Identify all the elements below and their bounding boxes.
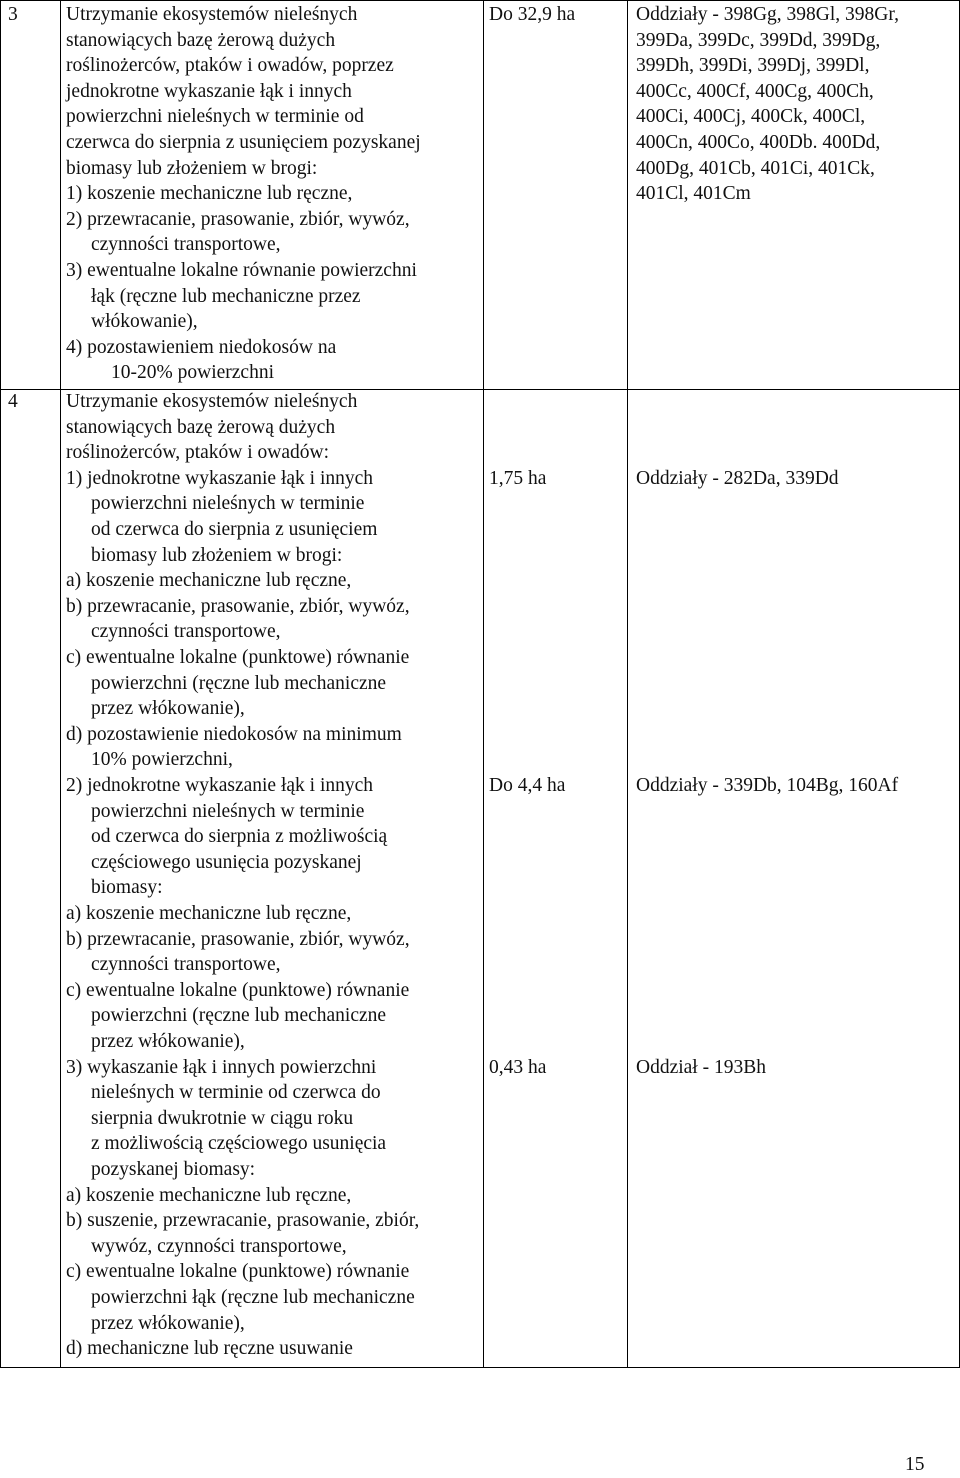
description-line: a) koszenie mechaniczne lub ręczne, (66, 903, 352, 924)
area-value: 1,75 ha (489, 467, 547, 489)
table-column-border (60, 0, 61, 1367)
description-line: łąk (ręczne lub mechaniczne przez (91, 285, 361, 307)
description-line: biomasy lub złożeniem w brogi: (91, 544, 343, 566)
description-line: Utrzymanie ekosystemów nieleśnych (66, 4, 358, 25)
description-line: powierzchni nieleśnych w terminie od (66, 106, 364, 128)
description-line: od czerwca do sierpnia z możliwością (91, 826, 388, 848)
description-line: b) przewracanie, prasowanie, zbiór, wywóz, (66, 595, 410, 617)
description-line: czynności transportowe, (91, 621, 281, 643)
description-line: 10-20% powierzchni (111, 362, 274, 384)
description-line: przez włókowanie), (91, 698, 245, 720)
location-line: 400Cc, 400Cf, 400Cg, 400Ch, (636, 80, 874, 102)
description-line: nieleśnych w terminie od czerwca do (91, 1082, 381, 1104)
description-line: stanowiących bazę żerową dużych (66, 29, 336, 51)
row-number: 4 (8, 391, 18, 412)
description-line: przez włókowanie), (91, 1031, 245, 1052)
location-line: 399Dh, 399Di, 399Dj, 399Dl, (636, 55, 870, 77)
area-value: Do 32,9 ha (489, 4, 576, 25)
description-line: powierzchni nieleśnych w terminie (91, 800, 365, 822)
description-line: wywóz, czynności transportowe, (91, 1235, 347, 1257)
description-line: 4) pozostawieniem niedokosów na (66, 336, 337, 358)
description-line: 3) wykaszanie łąk i innych powierzchni (66, 1056, 377, 1078)
description-line: 2) jednokrotne wykaszanie łąk i innych (66, 775, 374, 796)
description-line: c) ewentualne lokalne (punktowe) równanie (66, 1261, 410, 1283)
description-line: stanowiących bazę żerową dużych (66, 416, 336, 438)
location-line: Oddziały - 398Gg, 398Gl, 398Gr, (636, 4, 899, 25)
description-line: c) ewentualne lokalne (punktowe) równanie (66, 647, 410, 668)
description-line: b) suszenie, przewracanie, prasowanie, zbiór, (66, 1210, 420, 1232)
description-line: roślinożerców, ptaków i owadów: (66, 442, 330, 464)
table-row-border (0, 1367, 960, 1368)
table-column-border (627, 0, 628, 1367)
location-line: 400Dg, 401Cb, 401Ci, 401Ck, (636, 157, 875, 179)
page-number: 15 (905, 1454, 925, 1475)
table-column-border (0, 0, 1, 1367)
description-line: d) pozostawienie niedokosów na minimum (66, 723, 402, 745)
description-line: czerwca do sierpnia z usunięciem pozyskanej (66, 132, 421, 153)
description-line: powierzchni nieleśnych w terminie (91, 493, 365, 515)
description-line: d) mechaniczne lub ręczne usuwanie (66, 1338, 353, 1360)
location-line: 400Cn, 400Co, 400Db. 400Dd, (636, 132, 881, 153)
description-line: sierpnia dwukrotnie w ciągu roku (91, 1107, 354, 1129)
table-row-border (0, 0, 960, 1)
description-line: c) ewentualne lokalne (punktowe) równanie (66, 979, 410, 1001)
description-line: 10% powierzchni, (91, 749, 233, 771)
description-line: roślinożerców, ptaków i owadów, poprzez (66, 55, 394, 77)
location-line: Oddziały - 339Db, 104Bg, 160Af (636, 775, 899, 796)
description-line: od czerwca do sierpnia z usunięciem (91, 519, 378, 540)
description-line: 1) jednokrotne wykaszanie łąk i innych (66, 467, 374, 489)
location-line: 399Da, 399Dc, 399Dd, 399Dg, (636, 29, 881, 51)
description-line: jednokrotne wykaszanie łąk i innych (66, 80, 352, 102)
description-line: 1) koszenie mechaniczne lub ręczne, (66, 183, 353, 205)
location-line: Oddziały - 282Da, 339Dd (636, 467, 839, 489)
description-line: powierzchni łąk (ręczne lub mechaniczne (91, 1287, 415, 1308)
description-line: 2) przewracanie, prasowanie, zbiór, wywóz, (66, 208, 410, 230)
description-line: powierzchni (ręczne lub mechaniczne (91, 672, 387, 694)
description-line: czynności transportowe, (91, 954, 281, 976)
description-line: czynności transportowe, (91, 234, 281, 256)
description-line: Utrzymanie ekosystemów nieleśnych (66, 391, 358, 412)
description-line: b) przewracanie, prasowanie, zbiór, wywóz, (66, 928, 410, 950)
description-line: przez włókowanie), (91, 1312, 245, 1334)
table-column-border (483, 0, 484, 1367)
description-line: biomasy lub złożeniem w brogi: (66, 157, 318, 179)
description-line: 3) ewentualne lokalne równanie powierzchni (66, 260, 417, 281)
location-line: 401Cl, 401Cm (636, 183, 751, 205)
description-line: powierzchni (ręczne lub mechaniczne (91, 1005, 387, 1027)
description-line: a) koszenie mechaniczne lub ręczne, (66, 1184, 352, 1206)
area-value: 0,43 ha (489, 1056, 547, 1078)
description-line: częściowego usunięcia pozyskanej (91, 851, 362, 873)
row-number: 3 (8, 4, 18, 25)
description-line: pozyskanej biomasy: (91, 1159, 256, 1180)
area-value: Do 4,4 ha (489, 775, 566, 796)
location-line: Oddział - 193Bh (636, 1056, 766, 1078)
description-line: biomasy: (91, 877, 163, 899)
description-line: z możliwością częściowego usunięcia (91, 1133, 387, 1155)
location-line: 400Ci, 400Cj, 400Ck, 400Cl, (636, 106, 866, 128)
description-line: włókowanie), (91, 311, 198, 333)
description-line: a) koszenie mechaniczne lub ręczne, (66, 570, 352, 592)
